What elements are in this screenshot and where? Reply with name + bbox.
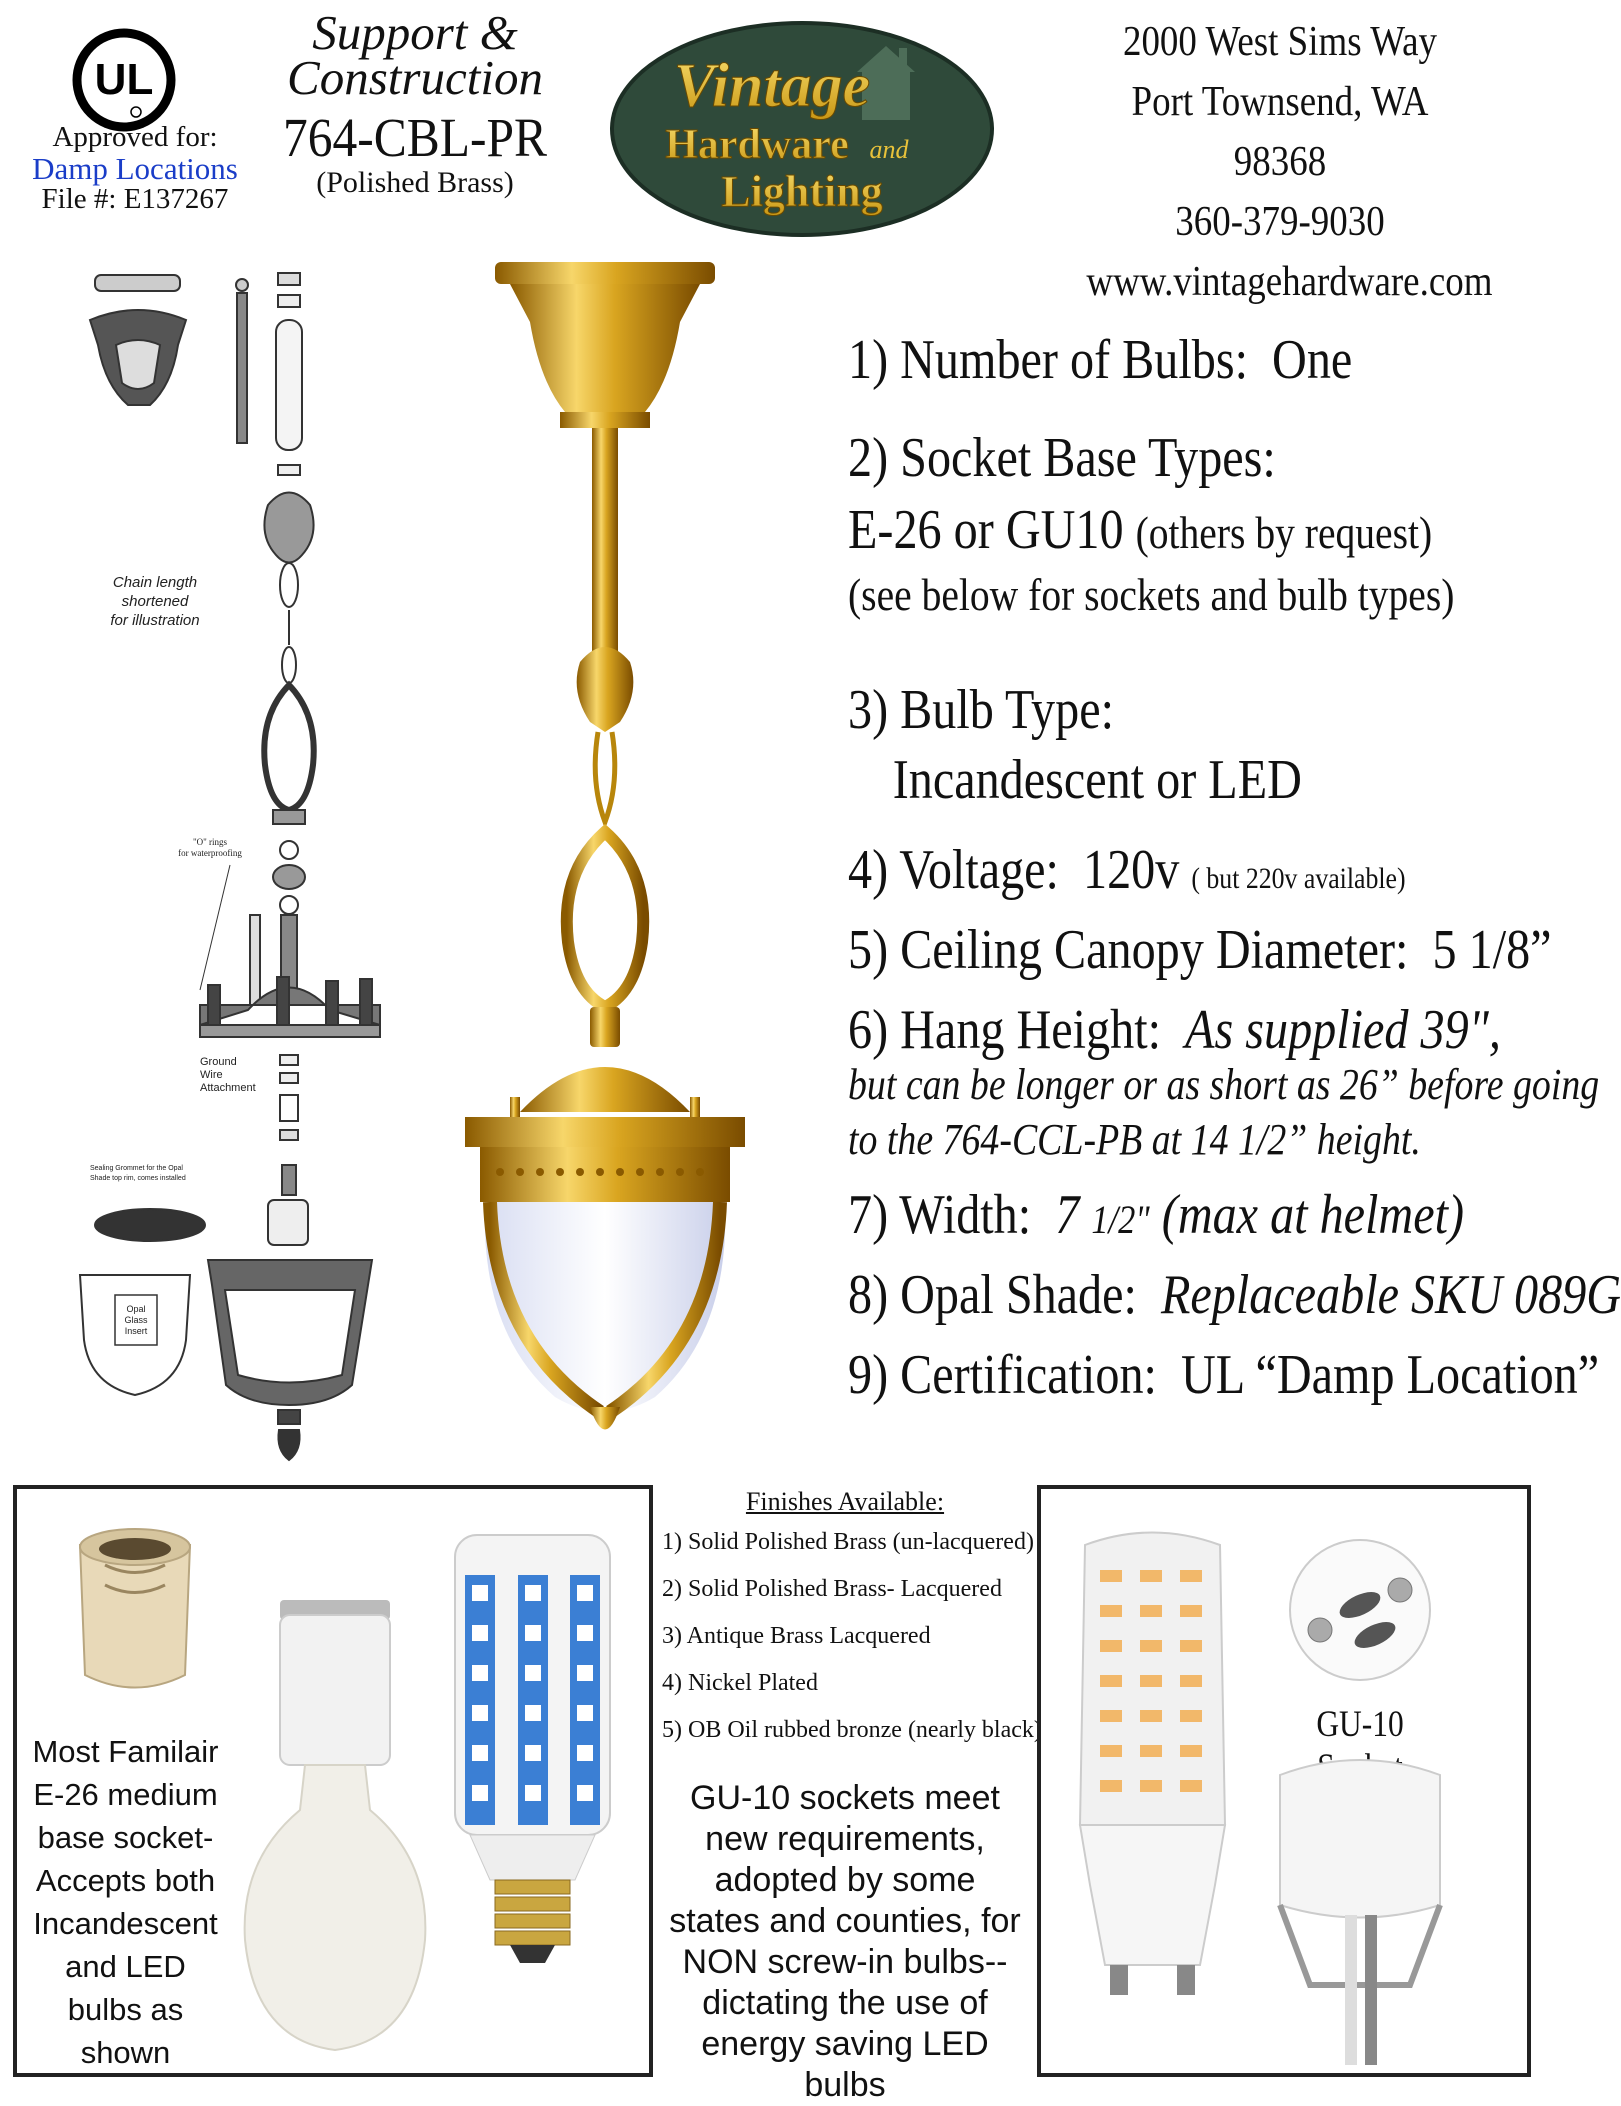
svg-text:Glass: Glass (124, 1315, 148, 1325)
ceramic-socket-image (60, 1525, 210, 1705)
ul-file-number: File #: E137267 (41, 183, 229, 215)
spec-socket-types: E-26 or GU10 (others by request) (848, 499, 1433, 561)
website: www.vintagehardware.com (1086, 259, 1493, 305)
finish-item: 1) Solid Polished Brass (un-lacquered) (662, 1529, 1034, 1555)
spec-opal-shade: 8) Opal Shade: Replaceable SKU 089G (848, 1264, 1621, 1326)
svg-text:Vintage: Vintage (673, 52, 871, 120)
support-heading-2: Construction (287, 50, 543, 105)
finishes-heading: Finishes Available: (745, 1487, 945, 1516)
exploded-parts-diagram (80, 265, 400, 1465)
svg-text:UL: UL (94, 55, 154, 104)
finish-note: (Polished Brass) (316, 166, 514, 199)
approved-for-label: Approved for: (52, 121, 218, 153)
spec-socket-note: (see below for sockets and bulb types) (848, 569, 1455, 620)
finishes-list (660, 1485, 1042, 1754)
svg-text:"O" rings: "O" rings (192, 837, 228, 847)
vintage-hardware-logo (607, 18, 997, 240)
spec-hang-height: 6) Hang Height: As supplied 39", (848, 999, 1501, 1061)
svg-text:Hardware: Hardware (665, 122, 849, 168)
svg-text:Sealing Grommet for the Opal: Sealing Grommet for the Opal (90, 1165, 183, 1172)
support-heading-1: Support & (312, 5, 518, 60)
svg-text:for illustration: for illustration (110, 612, 200, 629)
spec-voltage: 4) Voltage: 120v ( but 220v available) (848, 839, 1406, 901)
ul-logo (72, 28, 176, 132)
finish-item: 4) Nickel Plated (662, 1670, 818, 1696)
spec-certification: 9) Certification: UL “Damp Location” (848, 1344, 1600, 1406)
spec-hang-height-line2: but can be longer or as short as 26” before going (848, 1060, 1600, 1109)
spec-hang-height-line3: to the 764-CCL-PB at 14 1/2” height. (848, 1115, 1421, 1164)
svg-text:Insert: Insert (124, 1326, 148, 1336)
finish-item: 2) Solid Polished Brass- Lacquered (662, 1576, 1002, 1602)
gu10-description: GU-10 sockets meet new requirements, adopted by some states and counties, for NON screw-in bulbs-- dictating the use of energy saving LED bulbs (669, 1779, 1021, 2104)
gu10-led-bulb-image (1065, 1525, 1240, 2015)
spec-width: 7) Width: 7 1/2" (max at helmet) (848, 1184, 1465, 1246)
ul-approval-block (20, 122, 250, 215)
product-sku: 764-CBL-PR (282, 107, 548, 168)
spec-bulbs: 1) Number of Bulbs: One (848, 329, 1353, 391)
spec-socket-base: 2) Socket Base Types: (848, 427, 1276, 489)
led-corn-bulb-image (450, 1535, 615, 1965)
svg-text:and: and (869, 135, 909, 164)
e26-description: Most Familair E-26 medium base socket- Accepts both Incandescent and LED bulbs as shown (32, 1734, 219, 2070)
spec-canopy-diameter: 5) Ceiling Canopy Diameter: 5 1/8” (848, 919, 1552, 981)
pendant-lamp-image (440, 262, 770, 1462)
spec-bulb-type: 3) Bulb Type: (848, 679, 1114, 741)
svg-text:Ground: Ground (200, 1056, 237, 1068)
svg-text:Shade top rim, comes installed: Shade top rim, comes installed (90, 1175, 186, 1182)
svg-text:Lighting: Lighting (721, 167, 883, 216)
svg-text:Attachment: Attachment (200, 1082, 256, 1094)
svg-text:Wire: Wire (200, 1069, 223, 1081)
svg-text:Opal: Opal (126, 1304, 146, 1314)
title-block (250, 5, 580, 199)
gu10-socket-face-image (1275, 1535, 1445, 1685)
svg-text:Chain length: Chain length (112, 574, 198, 591)
gu10-socket-side-image (1270, 1755, 1450, 2065)
gu10-socket-label: GU-10 (1316, 1704, 1404, 1745)
spec-bulb-type-value: Incandescent or LED (892, 749, 1302, 811)
address-line-1: 2000 West Sims Way (1122, 19, 1438, 65)
finish-item: 3) Antique Brass Lacquered (662, 1623, 931, 1649)
phone-number: 360-379-9030 (1175, 199, 1385, 245)
damp-locations-label: Damp Locations (32, 151, 238, 186)
svg-text:shortened: shortened (121, 593, 189, 610)
incandescent-bulb-image (235, 1600, 435, 2070)
finish-item: 5) OB Oil rubbed bronze (nearly black) (662, 1717, 1042, 1743)
contact-block (1086, 12, 1493, 312)
svg-text:for waterproofing: for waterproofing (178, 848, 242, 858)
address-line-2: Port Townsend, WA 98368 (1131, 79, 1429, 185)
